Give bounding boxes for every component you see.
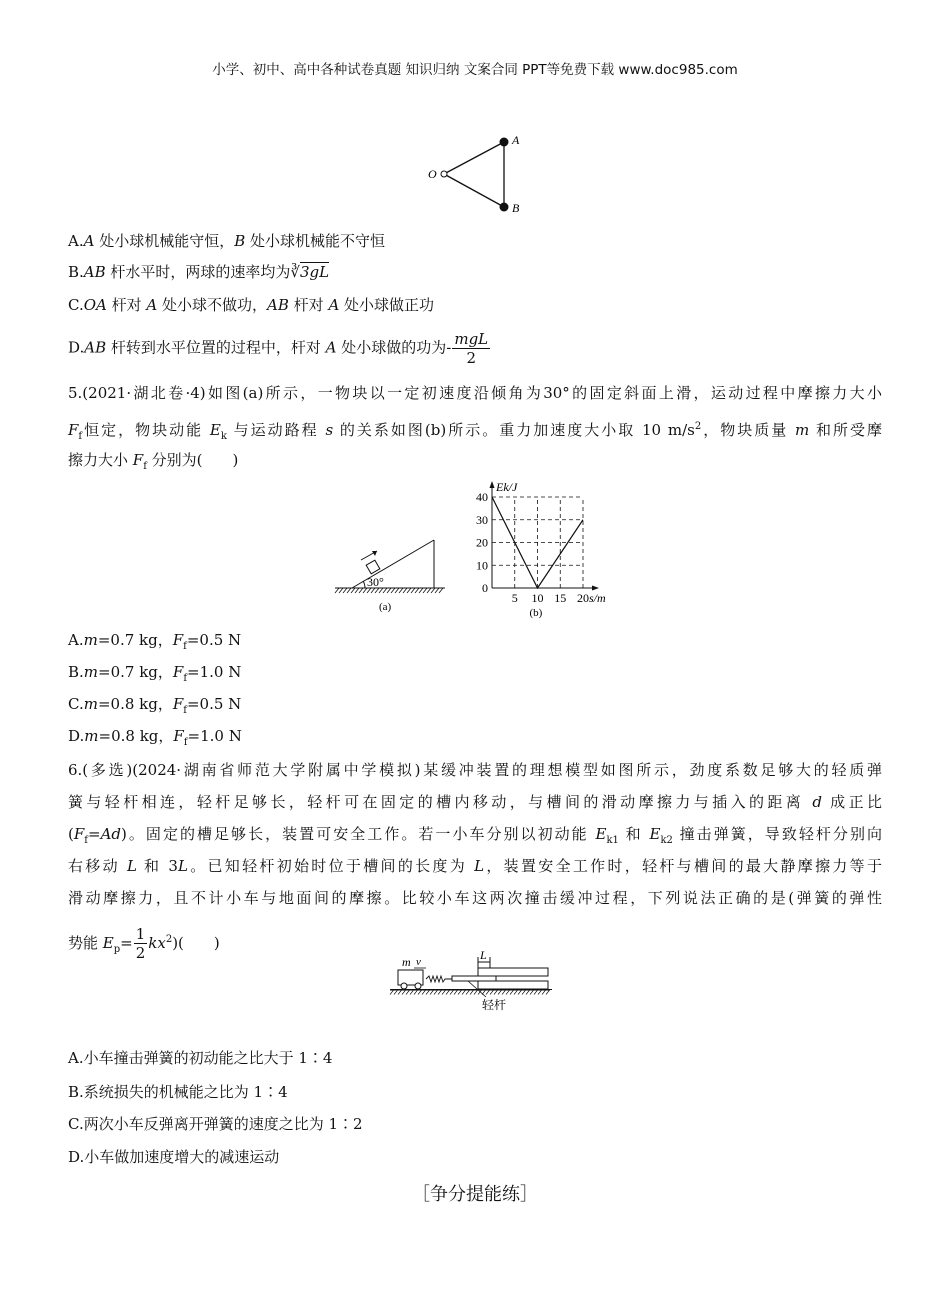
text-run: 杆对 — [288, 296, 329, 314]
text-run: =0.8 kg， — [97, 695, 173, 713]
q4-option-d-text — [68, 339, 451, 357]
text-run: A — [325, 338, 337, 357]
text-run: 的关系如图(b)所示。重力加速度大小取 10 m/s — [333, 421, 695, 439]
y-tick-label: 20 — [476, 535, 488, 550]
y-axis-arrow — [490, 481, 495, 488]
x-tick-label: 20 — [577, 591, 589, 605]
text-run: 和 — [618, 825, 650, 843]
text-run: 恒定，物块动能 — [82, 421, 210, 439]
text-run: E — [649, 825, 661, 843]
x-tick-label: 10 — [531, 591, 544, 605]
text-run: 成正比 — [822, 793, 882, 811]
text-run: 擦力大小 — [68, 451, 133, 469]
text-run: 与运动路程 — [226, 421, 326, 439]
label-a: A — [512, 133, 520, 147]
text-run: ( — [68, 825, 74, 843]
q5-option-d — [68, 726, 242, 753]
q6-line-3 — [68, 824, 882, 851]
text-run: 杆转到水平位置的过程中，杆对 — [106, 338, 326, 357]
ground-hatch — [343, 588, 347, 593]
text-run: m — [83, 663, 99, 681]
q6-option-d — [68, 1147, 279, 1167]
label-m: m — [402, 955, 411, 969]
text-run: 分别为( ) — [146, 451, 239, 469]
text-run: 2 — [165, 933, 173, 945]
fraction — [134, 925, 148, 962]
text-run: k1 — [606, 835, 619, 846]
text-run: D. — [68, 727, 85, 745]
text-run: 2 — [694, 421, 702, 432]
ground-hatch — [355, 588, 359, 593]
ground-hatch — [359, 588, 363, 593]
text-run: m — [84, 727, 99, 745]
q5-option-a — [68, 630, 241, 657]
y-tick-label: 0 — [482, 581, 488, 595]
numerator: 1 — [135, 925, 146, 943]
text-run: D. — [68, 338, 85, 357]
text-run: =1.0 N — [187, 663, 242, 681]
ball-b — [500, 203, 509, 212]
text-run: F — [68, 421, 79, 439]
text-run: A. — [68, 232, 84, 250]
text-run: ，装置安全工作时，轻杆与槽间的最大静摩擦力等于 — [484, 857, 882, 875]
numerator: mgL — [454, 330, 489, 348]
text-run: )。固定的槽足够长，装置可安全工作。若一小车分别以初动能 — [121, 825, 596, 843]
text-run: = — [87, 825, 101, 843]
text-run: d — [812, 793, 822, 811]
x-axis-arrow — [592, 586, 599, 591]
text-run: k — [220, 431, 227, 442]
text-run: D.小车做加速度增大的减速运动 — [68, 1148, 280, 1166]
text-run: L — [126, 857, 137, 875]
text-run: p — [113, 943, 121, 955]
text-run: C.两次小车反弹离开弹簧的速度之比为 1∶2 — [68, 1115, 363, 1133]
text-run: F — [173, 727, 184, 745]
text-run: OA — [83, 296, 107, 314]
ground-hatch — [399, 588, 403, 593]
text-run: 和所受摩 — [809, 421, 882, 439]
denominator: 2 — [135, 944, 146, 962]
x-tick-label: 5 — [511, 591, 518, 605]
text-run: 。已知轻杆初始时位于槽间的长度为 — [187, 857, 475, 875]
text-run: )( ) — [172, 933, 220, 952]
text-run: 右移动 — [68, 857, 127, 875]
q4-option-d — [68, 330, 491, 367]
text-run: 和 3 — [136, 857, 178, 875]
text-run: E — [102, 933, 114, 952]
text-run: AB — [83, 263, 106, 281]
ek-s-chart — [460, 480, 620, 620]
caption-b: (b) — [529, 607, 543, 619]
text-run: =0.7 kg， — [98, 663, 173, 681]
text-run: E — [209, 421, 221, 439]
text-run: =0.5 N — [186, 695, 242, 713]
text-run: 撞击弹簧，导致轻杆分别向 — [672, 825, 882, 843]
text-run: B. — [68, 263, 84, 281]
text-run: 簧与轻杆相连，轻杆足够长，轻杆可在固定的槽内移动，与槽间的滑动摩擦力与插入的距离 — [68, 793, 813, 811]
ground-hatch — [335, 588, 339, 593]
text-run: =0.8 kg， — [98, 727, 174, 745]
y-tick-label: 10 — [476, 558, 488, 573]
ground-hatch — [427, 588, 431, 593]
text-run: f — [183, 737, 188, 748]
text-run: kx — [148, 933, 166, 952]
text-run: =0.7 kg， — [97, 631, 173, 649]
angle-label: 30° — [367, 575, 384, 589]
q5-line-2 — [68, 417, 882, 447]
fraction — [452, 330, 490, 367]
text-run: 杆对 — [106, 296, 147, 314]
q4-option-b — [68, 262, 329, 282]
ball-a — [500, 138, 509, 147]
text-run: F — [132, 451, 144, 469]
ground-hatch — [395, 588, 399, 593]
q6-option-b — [68, 1082, 288, 1102]
q6-line-6-pre — [68, 933, 133, 955]
ground-hatch — [411, 588, 415, 593]
text-run: f — [143, 461, 147, 472]
text-run: E — [595, 825, 607, 843]
ground-hatch — [339, 588, 343, 593]
q5-line-1 — [68, 383, 882, 403]
text-run: 杆水平时，两球的速率均为 — [105, 263, 291, 281]
text-run: 处小球不做功， — [157, 296, 268, 314]
text-run: 处小球机械能不守恒 — [245, 232, 386, 250]
text-run: 处小球做的功为- — [336, 338, 452, 357]
text-run: = — [120, 933, 133, 952]
q6-line-6 — [68, 925, 220, 962]
text-run: Ad — [100, 825, 121, 843]
buffer-device-diagram — [390, 948, 555, 1040]
sqrt-sign: ∛ — [290, 263, 300, 281]
text-run: AB — [84, 338, 107, 357]
text-run: F — [172, 663, 184, 681]
caption-a: (a) — [379, 601, 392, 613]
ground-hatch — [391, 588, 395, 593]
q6-line-1 — [68, 760, 882, 780]
text-run: m — [794, 421, 810, 439]
rod-diagram — [420, 130, 530, 220]
text-run: 5.(2021·湖北卷·4)如图(a)所示，一物块以一定初速度沿倾角为30°的固定斜面上滑，运动过程中摩擦力大小 — [68, 384, 882, 402]
text-run: AB — [267, 296, 289, 314]
text-run: A.小车撞击弹簧的初动能之比大于 1∶4 — [68, 1049, 333, 1067]
ground-hatch — [423, 588, 427, 593]
ground-hatch — [435, 588, 439, 593]
text-run: k2 — [660, 835, 673, 846]
q4-option-a — [68, 231, 385, 251]
text-run: =1.0 N — [187, 727, 242, 745]
q4-option-b-text — [68, 263, 290, 281]
ground-hatch — [415, 588, 419, 593]
q5-line-3 — [68, 450, 238, 477]
q4-option-c — [68, 295, 434, 315]
text-run: s — [325, 421, 334, 439]
q4-b-radicand: 3gL — [300, 263, 330, 281]
text-run: 处小球机械能守恒， — [94, 232, 235, 250]
q6-line-6-post — [148, 934, 220, 952]
text-run: m — [83, 695, 98, 713]
incline-diagram — [335, 530, 445, 615]
label-b: B — [512, 201, 520, 215]
denominator: 2 — [466, 349, 477, 367]
ground-hatch — [403, 588, 407, 593]
q5-option-c — [68, 694, 241, 721]
label-v: v — [416, 956, 421, 968]
text-run: A — [83, 232, 95, 250]
text-run: 6.(多选)(2024·湖南省师范大学附属中学模拟)某缓冲装置的理想模型如图所示，劲度系数足够大的轻质弹 — [68, 761, 882, 779]
ground-hatch — [407, 588, 411, 593]
text-run: =0.5 N — [186, 631, 242, 649]
ground-hatch — [347, 588, 351, 593]
y-axis-label: Ek/J — [496, 480, 518, 494]
y-tick-label: 30 — [476, 512, 488, 527]
text-run: 势能 — [68, 933, 103, 952]
text-run: f — [183, 673, 188, 684]
text-run: B. — [68, 663, 84, 681]
x-axis-label: s/m — [589, 591, 606, 605]
text-run: C. — [68, 296, 84, 314]
y-tick-label: 40 — [476, 490, 488, 504]
ground-hatch — [439, 588, 443, 593]
text-run: F — [172, 695, 184, 713]
text-run: B.系统损失的机械能之比为 1∶4 — [68, 1083, 288, 1101]
ground-hatch — [419, 588, 423, 593]
text-run: A — [328, 296, 340, 314]
text-run: f — [78, 431, 83, 442]
text-run: F — [73, 825, 85, 843]
text-run: m — [83, 631, 98, 649]
text-run: f — [183, 641, 187, 652]
text-run: L — [177, 857, 188, 875]
q6-option-a — [68, 1048, 332, 1068]
site-header: 小学、初中、高中各种试卷真题 知识归纳 文案合同 PPT等免费下载 www.doc985.com — [212, 62, 738, 78]
section-title: ［争分提能练］ — [412, 1184, 538, 1205]
ground-hatch — [431, 588, 435, 593]
text-run: B — [234, 232, 246, 250]
text-run: ，物块质量 — [701, 421, 795, 439]
q6-line-4 — [68, 856, 882, 876]
text-run: F — [172, 631, 184, 649]
label-o: O — [428, 167, 437, 181]
q6-option-c — [68, 1114, 363, 1134]
text-run: 滑动摩擦力，且不计小车与地面间的摩擦。比较小车这两次撞击缓冲过程，下列说法正确的是(弹簧的弹性 — [68, 889, 882, 907]
ground-hatch — [351, 588, 355, 593]
ground-hatch — [387, 588, 391, 593]
label-rod: 轻杆 — [482, 998, 507, 1012]
text-run: A — [146, 296, 158, 314]
text-run: 处小球做正功 — [339, 296, 435, 314]
text-run: A. — [68, 631, 84, 649]
x-tick-label: 15 — [554, 591, 567, 605]
q6-line-5 — [68, 888, 882, 908]
text-run: f — [84, 835, 88, 846]
q6-line-2 — [68, 792, 882, 812]
text-run: f — [183, 705, 187, 716]
text-run: C. — [68, 695, 84, 713]
label-l: L — [480, 948, 487, 962]
text-run: L — [474, 857, 485, 875]
q5-option-b — [68, 662, 241, 689]
